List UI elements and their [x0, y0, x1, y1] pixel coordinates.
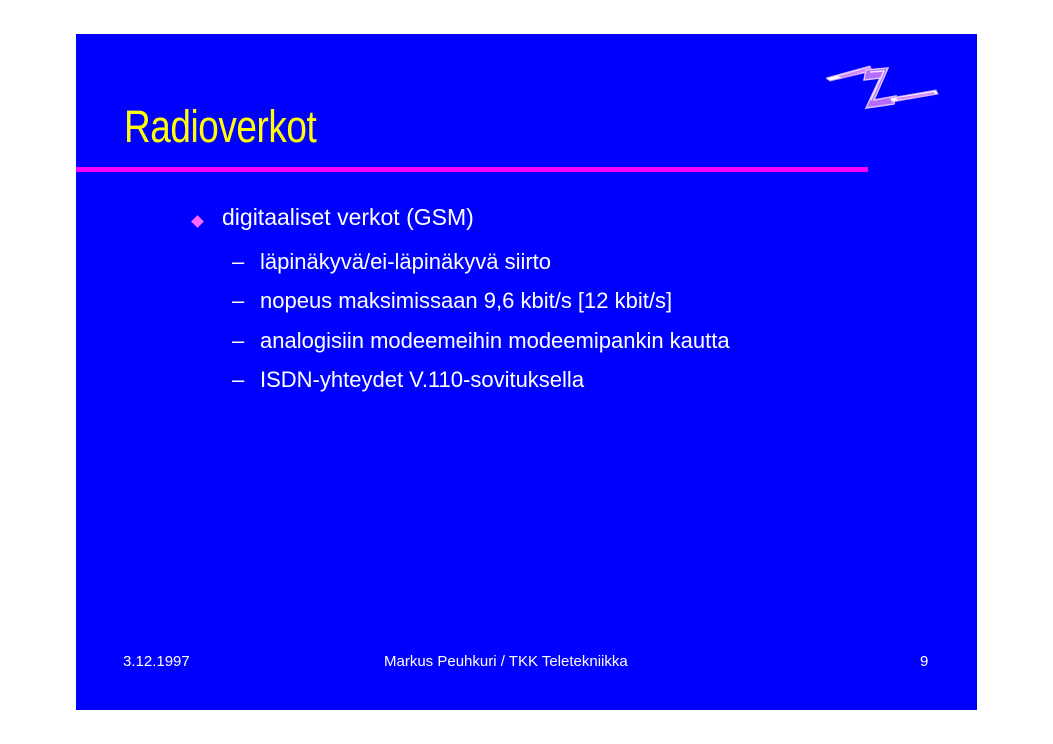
- sub-item: [232, 369, 584, 391]
- footer-page-number: 9: [920, 653, 929, 670]
- sub-item: [232, 290, 672, 312]
- dash-bullet-icon: –: [232, 288, 245, 313]
- sub-item-text: nopeus maksimissaan 9,6 kbit/s [12 kbit/s]: [260, 288, 673, 313]
- sub-item-text: ISDN-yhteydet V.110-sovituksella: [260, 367, 585, 392]
- sub-item-text: läpinäkyvä/ei-läpinäkyvä siirto: [260, 249, 552, 274]
- main-bullet-text: digitaaliset verkot (GSM): [222, 204, 474, 230]
- diamond-bullet-icon: [191, 215, 204, 228]
- slide-title: Radioverkot: [124, 101, 317, 152]
- sub-item-text: analogisiin modeemeihin modeemipankin kautta: [260, 328, 730, 353]
- sub-item: [232, 330, 730, 352]
- title-divider: [76, 167, 868, 172]
- tkk-z-lightning-logo-icon: [826, 62, 941, 112]
- dash-bullet-icon: –: [232, 367, 245, 392]
- dash-bullet-icon: –: [232, 249, 245, 274]
- footer-author: Markus Peuhkuri / TKK Teletekniikka: [384, 653, 628, 670]
- sub-item: [232, 251, 551, 273]
- dash-bullet-icon: –: [232, 328, 245, 353]
- footer-date: 3.12.1997: [123, 653, 190, 670]
- slide: [76, 34, 977, 710]
